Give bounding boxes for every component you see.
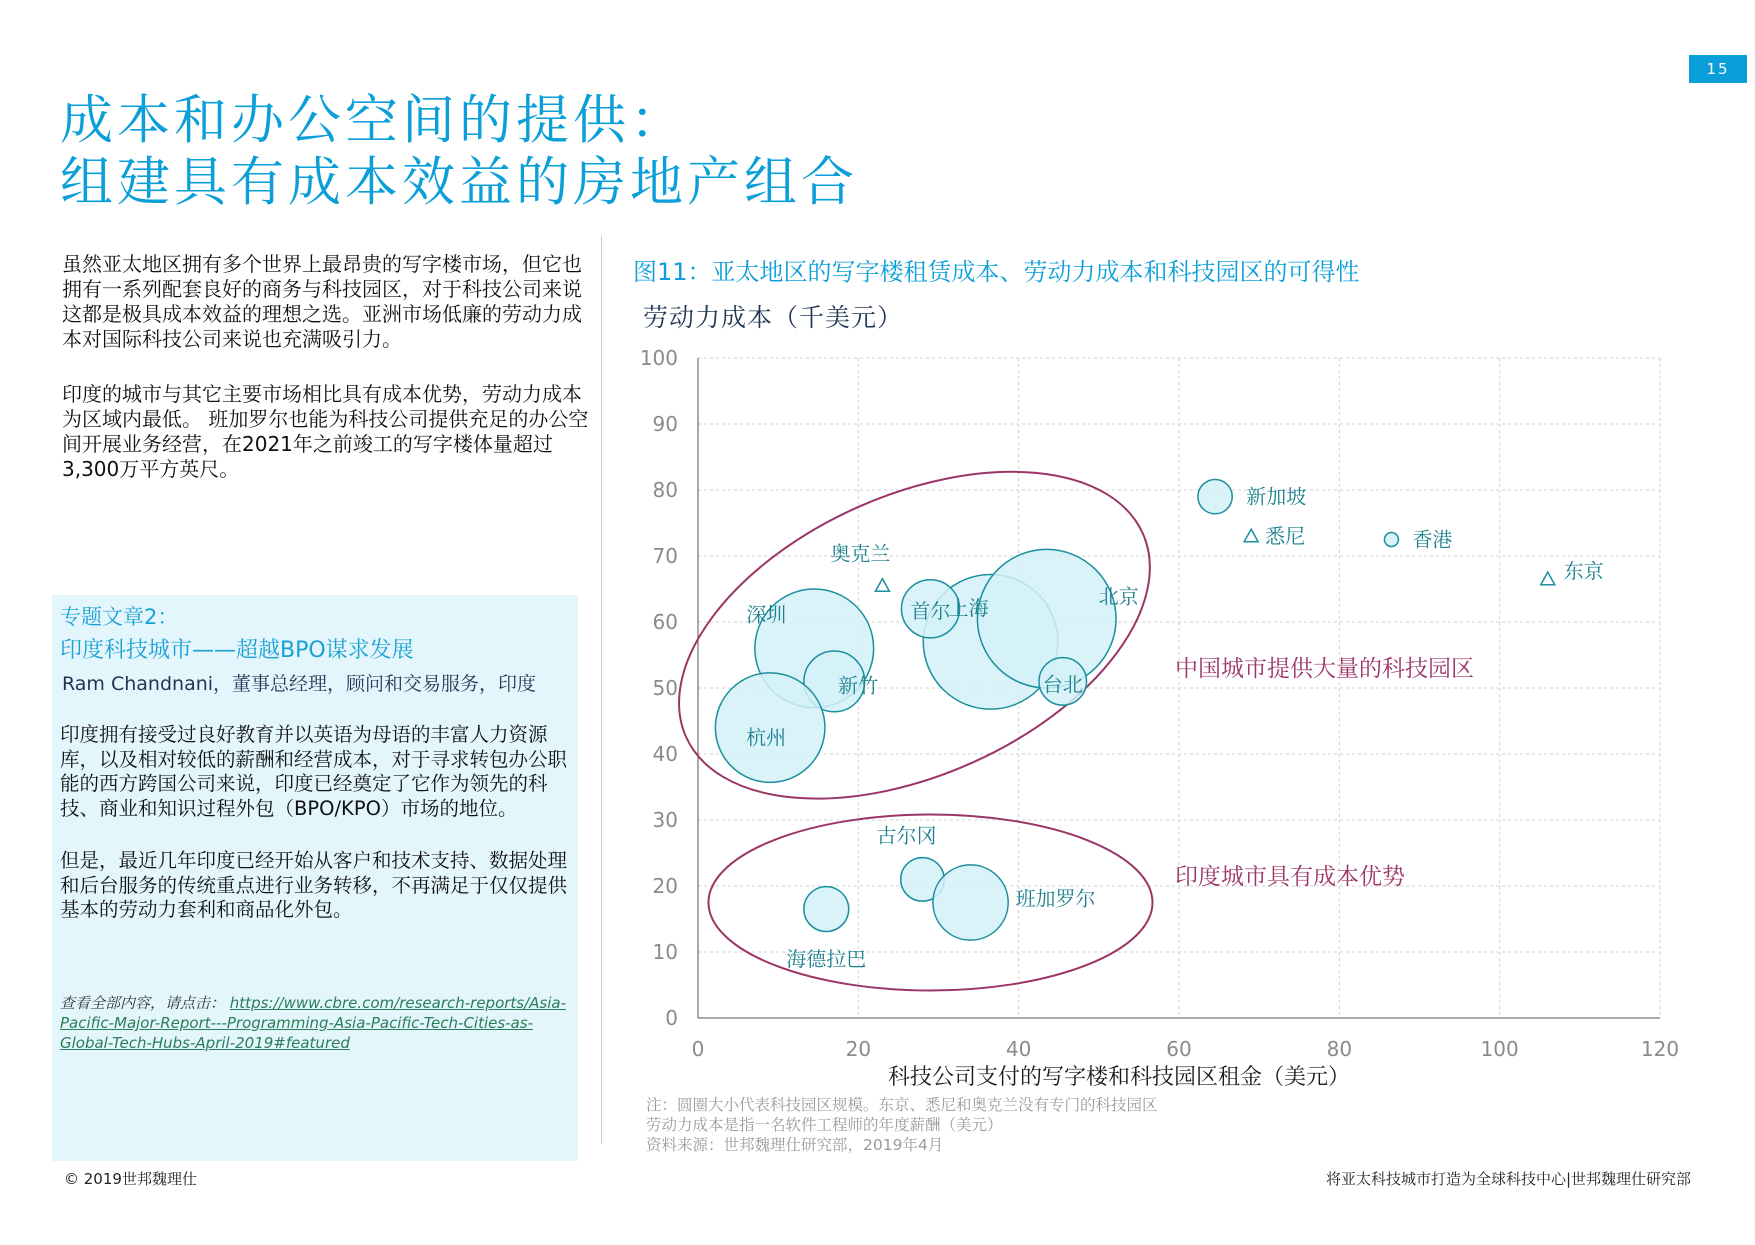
bubble [804,887,849,932]
city-label: 深圳 [746,602,787,627]
feature-label: 专题文章2： [60,605,179,629]
marker-triangle [875,579,889,592]
group-label-india: 印度城市具有成本优势 [1175,864,1405,890]
x-tick-label: 0 [691,1037,705,1061]
y-tick-label: 10 [652,940,678,964]
feature-author: Ram Chandnani，董事总经理，顾问和交易服务，印度 [62,673,537,695]
title-line-2: 组建具有成本效益的房地产组合 [60,152,858,213]
intro-paragraph-2: 印度的城市与其它主要市场相比具有成本优势，劳动力成本为区域内最低。 班加罗尔也能为科技公司提供充足的办公空间开展业务经营，在2021年之前竣工的写字楼体量超过3,300万平方英尺。 [62,382,589,481]
footer-report-title: 将亚太科技城市打造为全球科技中心|世邦魏理仕研究部 [1325,1170,1691,1188]
x-axis-label: 科技公司支付的写字楼和科技园区租金（美元） [887,1065,1351,1090]
feature-paragraph-2: 但是，最近几年印度已经开始从客户和技术支持、数据处理和后台服务的传统重点进行业务转移，不再满足于仅仅提供基本的劳动力套利和商品化外包。 [60,849,568,921]
city-label: 香港 [1412,527,1453,552]
city-label: 古尔冈 [876,823,937,848]
bubble [1198,479,1232,513]
city-label: 杭州 [746,725,787,750]
y-tick-label: 50 [652,676,678,700]
feature-paragraph-1: 印度拥有接受过良好教育并以英语为母语的丰富人力资源库，以及相对较低的薪酬和经营成本，对于寻求转包办公职能的西方跨国公司来说，印度已经奠定了它作为领先的科技、商业和知识过程外包（BPO/KPO）市场的地位。 [60,723,568,820]
city-label: 悉尼 [1265,524,1306,549]
bubble [933,865,1008,940]
figure-title: 图11：亚太地区的写字楼租赁成本、劳动力成本和科技园区的可得性 [633,258,1360,286]
y-tick-label: 30 [652,808,678,832]
x-tick-label: 20 [845,1037,872,1061]
y-tick-label: 0 [665,1006,678,1030]
city-label: 奥克兰 [830,541,891,566]
city-label: 首尔 [910,598,951,623]
feature-link-lead: 查看全部内容，请点击： [60,994,226,1012]
x-tick-label: 80 [1326,1037,1353,1061]
chart-notes [646,1095,1158,1155]
city-label: 上海 [948,595,989,620]
y-tick-label: 90 [652,412,678,436]
y-axis-label: 劳动力成本（千美元） [643,303,904,332]
y-tick-label: 100 [639,346,678,370]
y-tick-label: 20 [652,874,678,898]
y-tick-label: 70 [652,544,678,568]
group-label-china: 中国城市提供大量的科技园区 [1175,656,1474,682]
bubble [1384,533,1398,547]
note-1: 注：圆圈大小代表科技园区规模。东京、悉尼和奥克兰没有专门的科技园区 [646,1096,1158,1114]
y-tick-label: 60 [652,610,678,634]
page-number: 15 [1689,55,1747,83]
x-tick-label: 100 [1480,1037,1519,1061]
intro-paragraph-1: 虽然亚太地区拥有多个世界上最昂贵的写字楼市场，但它也拥有一系列配套良好的商务与科技园区，对于科技公司来说这都是极具成本效益的理想之选。亚洲市场低廉的劳动力成本对国际科技公司来说也充满吸引力。 [62,252,582,351]
x-tick-label: 120 [1640,1037,1680,1061]
city-label: 新竹 [838,673,879,698]
city-label: 北京 [1098,584,1139,609]
footer-copyright: © 2019世邦魏理仕 [64,1170,197,1188]
feature-title: 印度科技城市——超越BPO谋求发展 [60,638,414,663]
note-3: 资料来源：世邦魏理仕研究部，2019年4月 [646,1136,944,1154]
title-line-1: 成本和办公空间的提供： [60,90,687,151]
city-label: 新加坡 [1246,484,1307,509]
note-2: 劳动力成本是指一名软件工程师的年度薪酬（美元） [646,1116,1003,1134]
x-tick-label: 60 [1166,1037,1192,1061]
feature-link[interactable]: https://www.cbre.com/research-reports/Asia-Pacific-Major-Report---Programming-Asia-Pacific-Tech-Cities-as-Global-Tech-Hubs-April-2019#featured [60,994,567,1052]
x-tick-label: 40 [1005,1037,1032,1061]
city-label: 台北 [1042,672,1083,697]
marker-triangle [1541,572,1555,585]
city-label: 海德拉巴 [786,947,867,972]
city-label: 东京 [1563,559,1604,584]
city-label: 班加罗尔 [1015,886,1096,911]
y-tick-label: 80 [652,478,678,502]
y-tick-label: 40 [652,742,678,766]
marker-triangle [1244,529,1258,542]
